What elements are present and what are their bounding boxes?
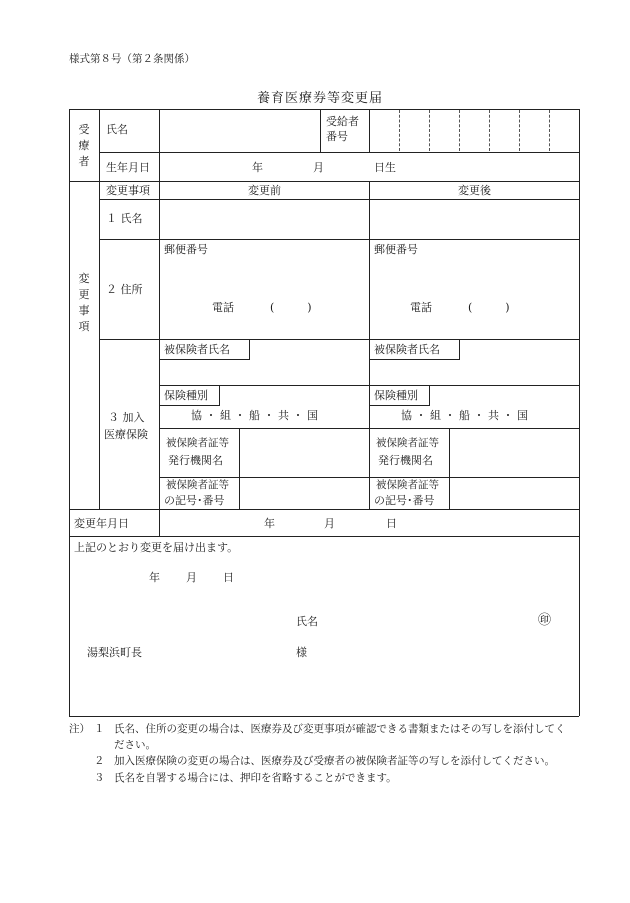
- note-1-text: 氏名、住所の変更の場合は、医療券及び変更事項が確認できる書類またはその写しを添付してく: [114, 723, 566, 735]
- phone-label-after: 電話: [410, 301, 432, 314]
- postal-label-before: 郵便番号: [164, 243, 208, 256]
- insured-name-label-before: 被保険者氏名: [164, 343, 230, 356]
- issuer-label-after: 被保険者証等: [376, 437, 439, 449]
- declaration-month-unit: 月: [186, 571, 197, 584]
- insured-name-label-box-after: [369, 339, 460, 360]
- insurance-type-label-after: 保険種別: [374, 389, 418, 402]
- addressee: 湯梨浜町長: [87, 646, 142, 659]
- phone-label-before: 電話: [212, 301, 234, 314]
- note-2-text: 加入医療保険の変更の場合は、医療券及び受療者の被保険者証等の写しを添付してください。: [114, 755, 555, 767]
- change-month-unit: 月: [324, 517, 335, 530]
- symbol-label-before-2: の記号･番号: [164, 494, 225, 507]
- postal-label-after: 郵便番号: [374, 243, 418, 256]
- issuer-label-after-2: 発行機関名: [378, 454, 433, 467]
- item1-name-label: １ 氏名: [106, 212, 143, 225]
- declaration-text: 上記のとおり変更を届け出ます。: [74, 541, 239, 554]
- declaration-day-unit: 日: [223, 571, 234, 584]
- page-title: 養育医療券等変更届: [257, 91, 384, 106]
- birth-day-unit: 日生: [374, 161, 396, 174]
- insurance-types-after[interactable]: 協 ・ 組 ・ 船 ・ 共 ・ 国: [401, 409, 528, 422]
- name-before-field[interactable]: [160, 200, 368, 238]
- insured-name-label-box-before: [159, 339, 250, 360]
- issuer-label-before: 被保険者証等: [166, 437, 229, 449]
- note-2-number: ２: [94, 755, 105, 767]
- note-1-text-cont: ださい。: [114, 739, 156, 751]
- recipient-number-field[interactable]: [370, 110, 578, 152]
- header-before: 変更前: [248, 184, 281, 197]
- note-1-number: １: [94, 723, 105, 735]
- seal-mark: ㊞: [538, 613, 552, 628]
- recipient-number-label: 受給者: [326, 115, 359, 128]
- declaration-year-unit: 年: [149, 571, 160, 584]
- honorific: 様: [296, 646, 307, 659]
- form-number: 様式第８号（第２条関係）: [69, 53, 195, 65]
- applicant-name-label: 氏名: [296, 615, 318, 628]
- note-3-number: ３: [94, 772, 105, 784]
- birth-month-unit: 月: [313, 161, 324, 174]
- item2-address-label: ２ 住所: [106, 283, 143, 296]
- name-after-field[interactable]: [370, 200, 578, 238]
- recipient-section-label: 受 療 者: [78, 123, 90, 168]
- change-date-label: 変更年月日: [74, 517, 129, 530]
- change-day-unit: 日: [386, 517, 397, 530]
- insured-name-label-after: 被保険者氏名: [374, 343, 440, 356]
- changes-section-label: 変 更 事 項: [78, 272, 90, 333]
- insurance-type-label-box-before: [159, 385, 220, 406]
- birthdate-label: 生年月日: [106, 161, 150, 174]
- symbol-label-after: 被保険者証等: [376, 479, 439, 491]
- note-3-text: 氏名を自署する場合には、押印を省略することができます。: [114, 772, 397, 784]
- recipient-number-label-2: 番号: [326, 130, 348, 143]
- insurance-types-before[interactable]: 協 ・ 組 ・ 船 ・ 共 ・ 国: [191, 409, 318, 422]
- symbol-label-before: 被保険者証等: [166, 479, 229, 491]
- header-change-item: 変更事項: [106, 184, 150, 197]
- applicant-name-field[interactable]: [330, 610, 530, 632]
- phone-paren-after: ( ): [468, 301, 510, 314]
- symbol-label-after-2: の記号･番号: [374, 494, 435, 507]
- header-after: 変更後: [458, 184, 491, 197]
- item3-label: ３ 加入: [108, 411, 145, 424]
- issuer-label-before-2: 発行機関名: [168, 454, 223, 467]
- phone-paren-before: ( ): [270, 301, 312, 314]
- change-year-unit: 年: [264, 517, 275, 530]
- birth-year-unit: 年: [252, 161, 263, 174]
- item3-label-2: 医療保険: [104, 428, 148, 441]
- notes-prefix: 注）: [69, 723, 90, 735]
- recipient-name-label: 氏名: [106, 123, 128, 136]
- insurance-type-label-box-after: [369, 385, 430, 406]
- recipient-name-field[interactable]: [159, 110, 320, 152]
- insurance-type-label-before: 保険種別: [164, 389, 208, 402]
